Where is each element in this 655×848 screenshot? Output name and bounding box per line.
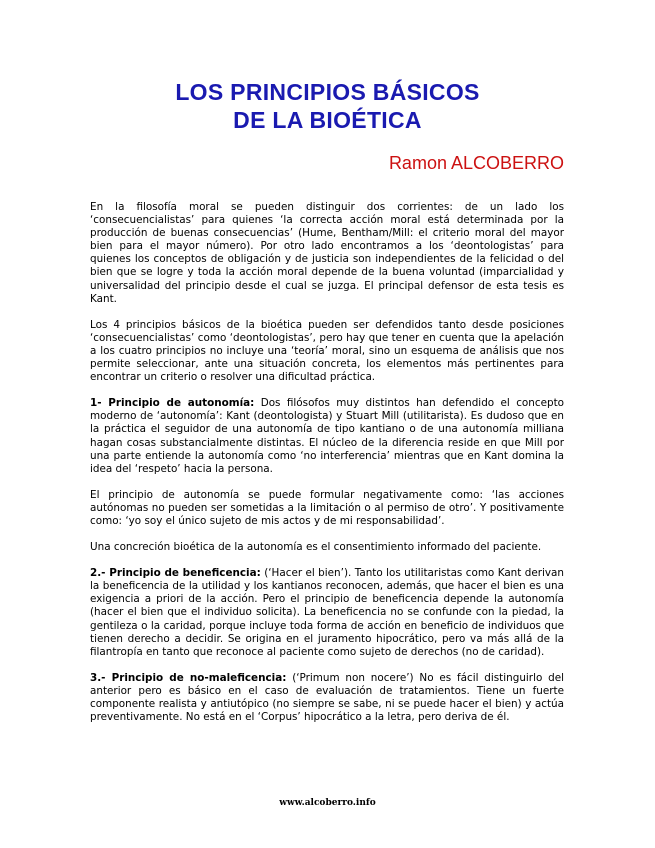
paragraph [90,319,564,384]
paragraph-text: Una concreción bioética de la autonomía es el consentimiento informado del paciente. [90,541,542,554]
paragraph-text: Dos filósofos muy distintos han defendido el concepto moderno de ‘autonomía’: Kant (deontologista) y Stuart Mill (utilitarista). Es dudoso que en la práctica el seguidor de una autonomía de tipo kantiano o de una autonomía milliana hagan cosas substancialmente distintas. El núcleo de la diferencia reside en que Mill por una parte entiende la autonomía como ‘no interferencia’ mientras que en Kant domina la idea del ‘respeto’ hacia la persona. [90,397,564,475]
paragraph-text: En la filosofía moral se pueden distinguir dos corrientes: de un lado los ‘consecuencialistas’ para quienes ‘la correcta acción moral está determinada por la producción de buenas consecuencias’ (Hume, Bentham/Mill: el criterio moral del mayor bien para el mayor número). Por otro lado encontramos a los ‘deontologistas’ para quienes los conceptos de obligación y de justicia son independientes de la felicidad o del bien que se logre y toda la acción moral depende de la buena voluntad (imparcialidad y universalidad del principio desde el cual se juzga. El principal defensor de esta tesis es Kant. [90,201,564,305]
paragraph-text: (‘Primum non nocere’) No es fácil distinguirlo del anterior pero es básico en el caso de evaluación de tratamientos. Tiene un fuerte componente realista y antiutópico (no siempre se sabe, ni se puede hacer el bien) y actúa preventivamente. No está en el ‘Corpus’ hipocrático a la letra, pero deriva de él. [90,671,564,724]
footer-url[interactable]: www.alcoberro.info [279,798,376,808]
section-heading: 3.- Principio de no-maleficencia: [90,671,287,684]
paragraph-text: El principio de autonomía se puede formular negativamente como: ‘las acciones autónomas no pueden ser sometidas a la limitación o al permiso de otro’. Y positivamente como: ‘yo soy el único sujeto de mis actos y de mi responsabilidad’. [90,488,564,527]
document-body [90,201,564,737]
paragraph-beneficencia [90,567,564,659]
paragraph [90,201,564,306]
author-name: Ramon ALCOBERRO [388,153,564,173]
paragraph-text: (‘Hacer el bien’). Tanto los utilitaristas como Kant derivan la beneficencia de la utilidad y los kantianos reconocen, además, que hacer el bien es una exigencia a priori de la acción. Pero el principio de beneficencia depende la autonomía (hacer el bien que el individuo solicita). La beneficencia no se confunde con la piedad, la gentileza o la caridad, porque incluye toda forma de acción en beneficio de individuos que tienen derecho a decidir. Se origina en el juramento hipocrático, pero va más allá de la filantropía en tanto que reconoce al paciente como sujeto de derechos (no de caridad). [90,567,564,658]
paragraph-no-maleficencia [90,672,564,724]
title-line-1: LOS PRINCIPIOS BÁSICOS [175,79,480,105]
paragraph-text: Los 4 principios básicos de la bioética pueden ser defendidos tanto desde posiciones ‘consecuencialistas’ como ‘deontologistas’, pero hay que tener en cuenta que la apelación a los cuatro principios no incluye una ‘teoría’ moral, sino un esquema de análisis que nos permite seleccionar, ante una situación concreta, los elementos más pertinentes para encontrar un criterio o resolver una dificultad práctica. [90,318,564,384]
paragraph [90,489,564,528]
paragraph [90,541,564,554]
page-title [0,78,655,134]
paragraph-autonomia [90,397,564,476]
section-heading: 2.- Principio de beneficencia: [90,567,261,580]
section-heading: 1- Principio de autonomía: [90,397,255,410]
title-line-2: DE LA BIOÉTICA [233,107,422,133]
